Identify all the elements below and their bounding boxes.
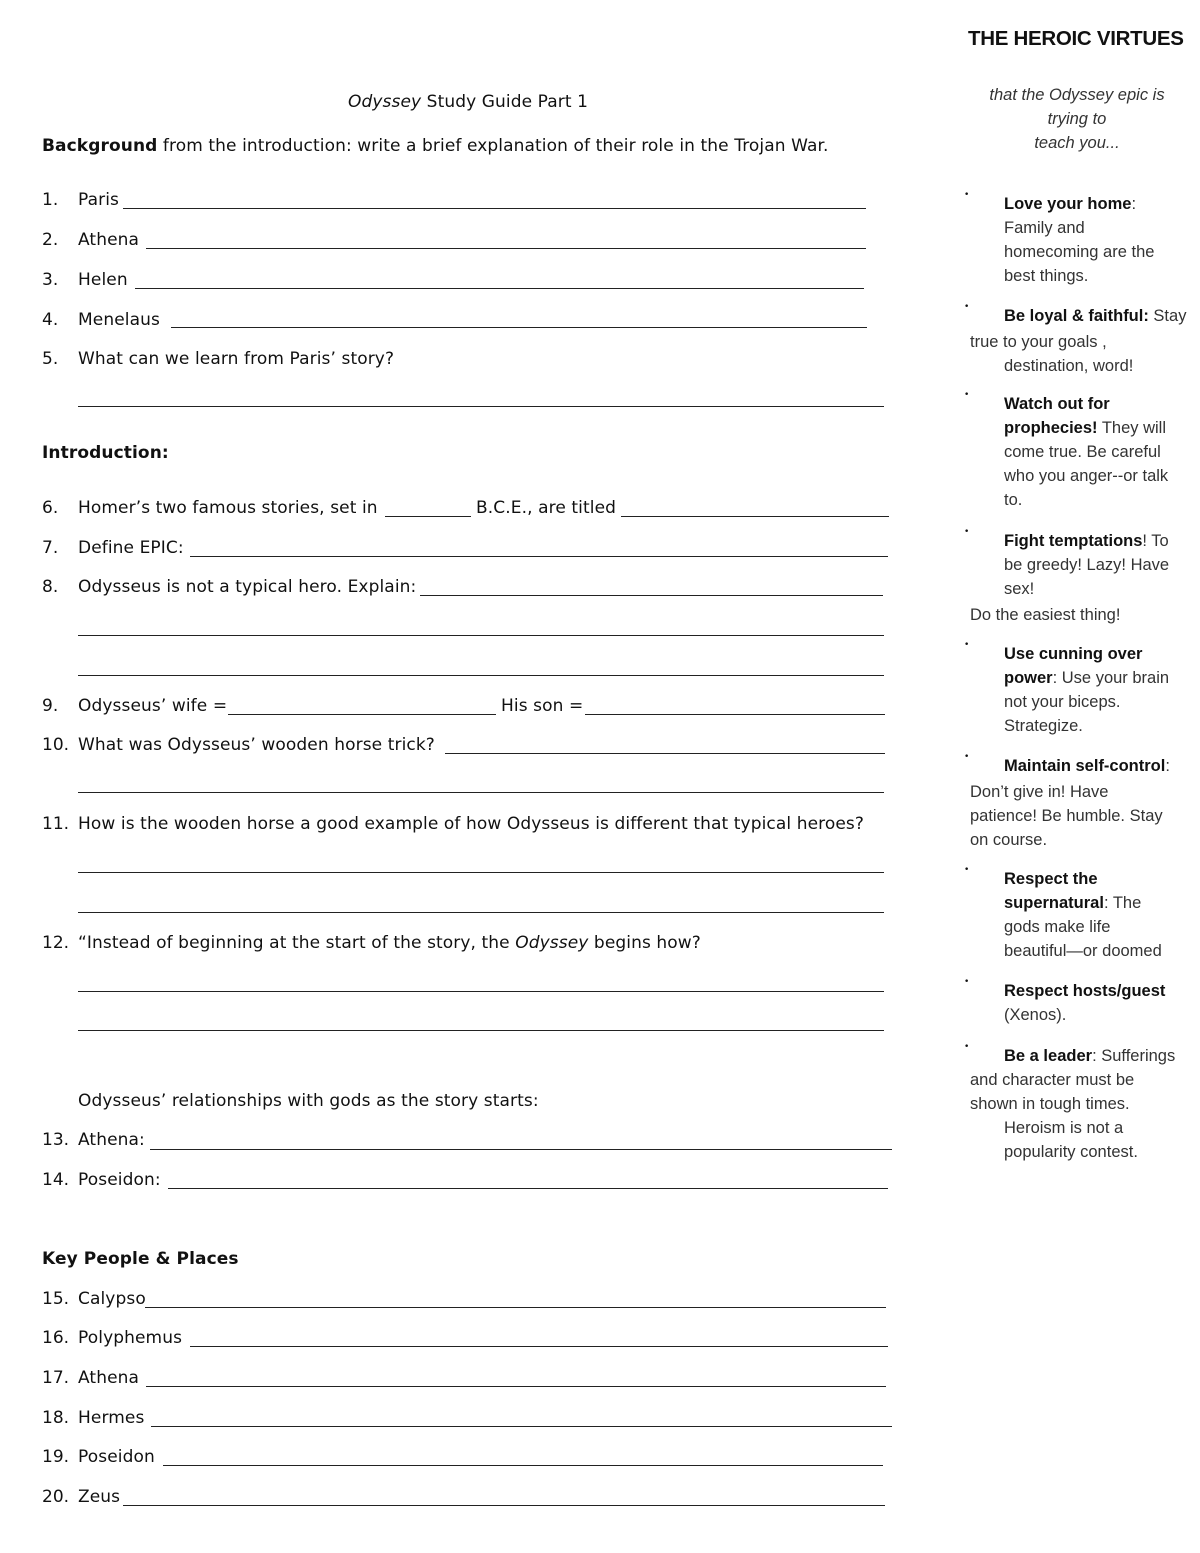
q8-number: 8. xyxy=(42,577,59,597)
virtue-3-line-4: to. xyxy=(1004,491,1023,509)
q16-answer-line[interactable] xyxy=(190,1346,888,1347)
q6-titles-line[interactable] xyxy=(621,516,889,517)
virtue-9-line-3: shown in tough times. xyxy=(970,1095,1130,1113)
q17-answer-line[interactable] xyxy=(146,1386,886,1387)
q18-number: 18. xyxy=(42,1408,70,1428)
virtue-6-continued xyxy=(970,780,1163,852)
virtue-9-line-5: popularity contest. xyxy=(1004,1143,1138,1161)
virtue-6-bullet: • xyxy=(964,752,970,762)
virtue-7-heading-2: supernatural xyxy=(1004,894,1104,912)
page-title xyxy=(348,92,588,112)
q15-number: 15. xyxy=(42,1289,70,1309)
virtue-9-line-2: and character must be xyxy=(970,1071,1135,1089)
virtue-4-line-1: ! To xyxy=(1142,532,1169,550)
q14-answer-line[interactable] xyxy=(168,1188,888,1189)
background-label: Background xyxy=(42,136,158,156)
virtue-5-bullet: • xyxy=(964,640,970,650)
virtue-love-home xyxy=(1004,192,1154,288)
q1-label: Paris xyxy=(78,190,119,210)
virtue-5-heading-2: power xyxy=(1004,669,1053,687)
q13-label: Athena: xyxy=(78,1130,145,1150)
virtue-6-line-1: : xyxy=(1165,757,1170,775)
virtue-1-bullet: • xyxy=(964,190,970,200)
q6-number: 6. xyxy=(42,498,59,518)
virtue-6-line-4: on course. xyxy=(970,831,1048,849)
q10-answer-line-2[interactable] xyxy=(78,792,884,793)
virtue-7-heading-1: Respect the xyxy=(1004,870,1098,888)
virtue-loyal xyxy=(1004,304,1186,328)
q10-label: What was Odysseus’ wooden horse trick? xyxy=(78,735,435,755)
q12-label-a: “Instead of beginning at the start of the story, the xyxy=(78,933,516,953)
virtue-7-line-1: : The xyxy=(1103,894,1142,912)
q20-label: Zeus xyxy=(78,1487,121,1507)
q7-answer-line[interactable] xyxy=(190,556,888,557)
q20-number: 20. xyxy=(42,1487,70,1507)
q4-answer-line[interactable] xyxy=(171,327,867,328)
sidebar-title: THE HEROIC VIRTUES xyxy=(968,27,1184,50)
sidebar-subtitle-line-3: teach you... xyxy=(1034,134,1120,152)
q3-number: 3. xyxy=(42,270,59,290)
virtue-1-line-1: : xyxy=(1131,195,1137,213)
virtue-2-line-3: destination, word! xyxy=(1004,357,1134,375)
q6-label-a: Homer’s two famous stories, set in xyxy=(78,498,378,518)
q16-label: Polyphemus xyxy=(78,1328,183,1348)
q2-number: 2. xyxy=(42,230,59,250)
background-text: from the introduction: write a brief explanation of their role in the Trojan War. xyxy=(157,136,829,156)
q2-answer-line[interactable] xyxy=(146,248,866,249)
introduction-heading: Introduction: xyxy=(42,443,169,463)
virtue-3-line-1: They will xyxy=(1097,419,1166,437)
virtue-4-heading: Fight temptations xyxy=(1004,532,1143,550)
virtue-hosts xyxy=(1004,979,1165,1027)
virtue-2-line-2: true to your goals , xyxy=(970,333,1107,351)
virtue-1-line-3: homecoming are the xyxy=(1004,243,1155,261)
virtue-4-line-2: be greedy! Lazy! Have xyxy=(1004,556,1170,574)
sidebar-subtitle-line-1: that the Odyssey epic is xyxy=(989,86,1165,104)
virtue-7-line-2: gods make life xyxy=(1004,918,1111,936)
virtue-1-heading: Love your home xyxy=(1004,195,1132,213)
virtue-4-line-3: sex! xyxy=(1004,580,1035,598)
q11-number: 11. xyxy=(42,814,70,834)
virtue-temptations xyxy=(1004,529,1169,601)
virtue-7-line-3: beautiful—or doomed xyxy=(1004,942,1162,960)
q1-answer-line[interactable] xyxy=(123,208,866,209)
virtue-3-heading-2: prophecies! xyxy=(1004,419,1098,437)
q19-answer-line[interactable] xyxy=(163,1465,883,1466)
virtue-5-line-2: not your biceps. xyxy=(1004,693,1121,711)
q17-number: 17. xyxy=(42,1368,70,1388)
q10-answer-line-1[interactable] xyxy=(445,753,885,754)
virtue-4-line-4: Do the easiest thing! xyxy=(970,606,1121,624)
virtue-prophecies xyxy=(1004,392,1168,512)
q4-number: 4. xyxy=(42,310,59,330)
virtue-5-heading-1: Use cunning over xyxy=(1004,645,1143,663)
background-instruction xyxy=(42,136,829,156)
sidebar-subtitle xyxy=(972,83,1182,155)
q9-number: 9. xyxy=(42,696,59,716)
q12-number: 12. xyxy=(42,933,70,953)
q18-label: Hermes xyxy=(78,1408,145,1428)
q6-label-b: B.C.E., are titled xyxy=(476,498,617,518)
q8-answer-line-2[interactable] xyxy=(78,635,884,636)
virtue-3-line-2: come true. Be careful xyxy=(1004,443,1161,461)
q2-label: Athena xyxy=(78,230,140,250)
sidebar-subtitle-line-2: trying to xyxy=(1047,110,1107,128)
q16-number: 16. xyxy=(42,1328,70,1348)
q12-label-italic: Odyssey xyxy=(515,933,589,953)
q13-answer-line[interactable] xyxy=(150,1149,892,1150)
q11-label: How is the wooden horse a good example of how Odysseus is different that typical heroes? xyxy=(78,814,864,834)
q12-answer-line-1[interactable] xyxy=(78,991,884,992)
q5-label: What can we learn from Paris’ story? xyxy=(78,349,395,369)
q9-label-b: His son = xyxy=(501,696,584,716)
virtue-supernatural xyxy=(1004,867,1162,963)
q12-answer-line-2[interactable] xyxy=(78,1030,884,1031)
q4-label: Menelaus xyxy=(78,310,160,330)
q7-number: 7. xyxy=(42,538,59,558)
page-title-rest: Study Guide Part 1 xyxy=(421,92,589,112)
q3-answer-line[interactable] xyxy=(135,288,864,289)
q5-answer-line[interactable] xyxy=(78,406,884,407)
q15-answer-line[interactable] xyxy=(145,1307,886,1308)
q13-number: 13. xyxy=(42,1130,70,1150)
q19-label: Poseidon xyxy=(78,1447,155,1467)
q15-label: Calypso xyxy=(78,1289,146,1309)
virtue-leader xyxy=(1004,1044,1200,1068)
virtue-3-heading-1: Watch out for xyxy=(1004,395,1110,413)
q5-number: 5. xyxy=(42,349,59,369)
virtue-9-line-4: Heroism is not a xyxy=(1004,1119,1124,1137)
virtue-9-line-1: : Sufferings xyxy=(1092,1047,1176,1065)
virtue-2-bullet: • xyxy=(964,302,970,312)
q11-answer-line-2[interactable] xyxy=(78,912,884,913)
virtue-2-line-1: Stay xyxy=(1148,307,1187,325)
q6-date-line[interactable] xyxy=(385,516,471,517)
virtue-8-heading: Respect hosts/guest xyxy=(1004,982,1166,1000)
q14-number: 14. xyxy=(42,1170,70,1190)
virtue-6-line-3: patience! Be humble. Stay xyxy=(970,807,1163,825)
q12-label xyxy=(78,933,701,953)
virtue-cunning xyxy=(1004,642,1169,738)
virtue-9-end xyxy=(1004,1116,1138,1164)
q20-answer-line[interactable] xyxy=(123,1505,885,1506)
q9-wife-line[interactable] xyxy=(228,714,496,715)
q17-label: Athena xyxy=(78,1368,140,1388)
q18-answer-line[interactable] xyxy=(151,1426,892,1427)
virtue-9-heading: Be a leader xyxy=(1004,1047,1093,1065)
virtue-3-line-3: who you anger--or talk xyxy=(1004,467,1169,485)
q9-son-line[interactable] xyxy=(585,714,885,715)
q14-label: Poseidon: xyxy=(78,1170,161,1190)
q8-answer-line-1[interactable] xyxy=(420,595,883,596)
virtue-8-line-1: (Xenos). xyxy=(1004,1006,1067,1024)
virtue-7-bullet: • xyxy=(964,865,970,875)
q7-label: Define EPIC: xyxy=(78,538,184,558)
virtue-3-bullet: • xyxy=(964,390,970,400)
q10-number: 10. xyxy=(42,735,70,755)
gods-heading: Odysseus’ relationships with gods as the story starts: xyxy=(78,1091,539,1111)
virtue-5-line-3: Strategize. xyxy=(1004,717,1083,735)
key-people-heading: Key People & Places xyxy=(42,1249,239,1269)
q11-answer-line-1[interactable] xyxy=(78,872,884,873)
virtue-8-bullet: • xyxy=(964,977,970,987)
virtue-6-line-2: Don’t give in! Have xyxy=(970,783,1109,801)
virtue-self-control xyxy=(1004,754,1170,778)
q8-label: Odysseus is not a typical hero. Explain: xyxy=(78,577,417,597)
virtue-9-continued xyxy=(970,1068,1134,1116)
q12-label-b: begins how? xyxy=(588,933,701,953)
virtue-5-line-1: : Use your brain xyxy=(1052,669,1170,687)
virtue-2-heading: Be loyal & faithful: xyxy=(1004,307,1149,325)
page-title-italic: Odyssey xyxy=(348,92,422,112)
virtue-9-bullet: • xyxy=(964,1042,970,1052)
q3-label: Helen xyxy=(78,270,128,290)
virtue-1-line-2: Family and xyxy=(1004,219,1085,237)
virtue-1-line-4: best things. xyxy=(1004,267,1089,285)
virtue-4-bullet: • xyxy=(964,527,970,537)
q9-label-a: Odysseus’ wife = xyxy=(78,696,228,716)
virtue-6-heading: Maintain self-control xyxy=(1004,757,1166,775)
q8-answer-line-3[interactable] xyxy=(78,675,884,676)
q1-number: 1. xyxy=(42,190,59,210)
q19-number: 19. xyxy=(42,1447,70,1467)
